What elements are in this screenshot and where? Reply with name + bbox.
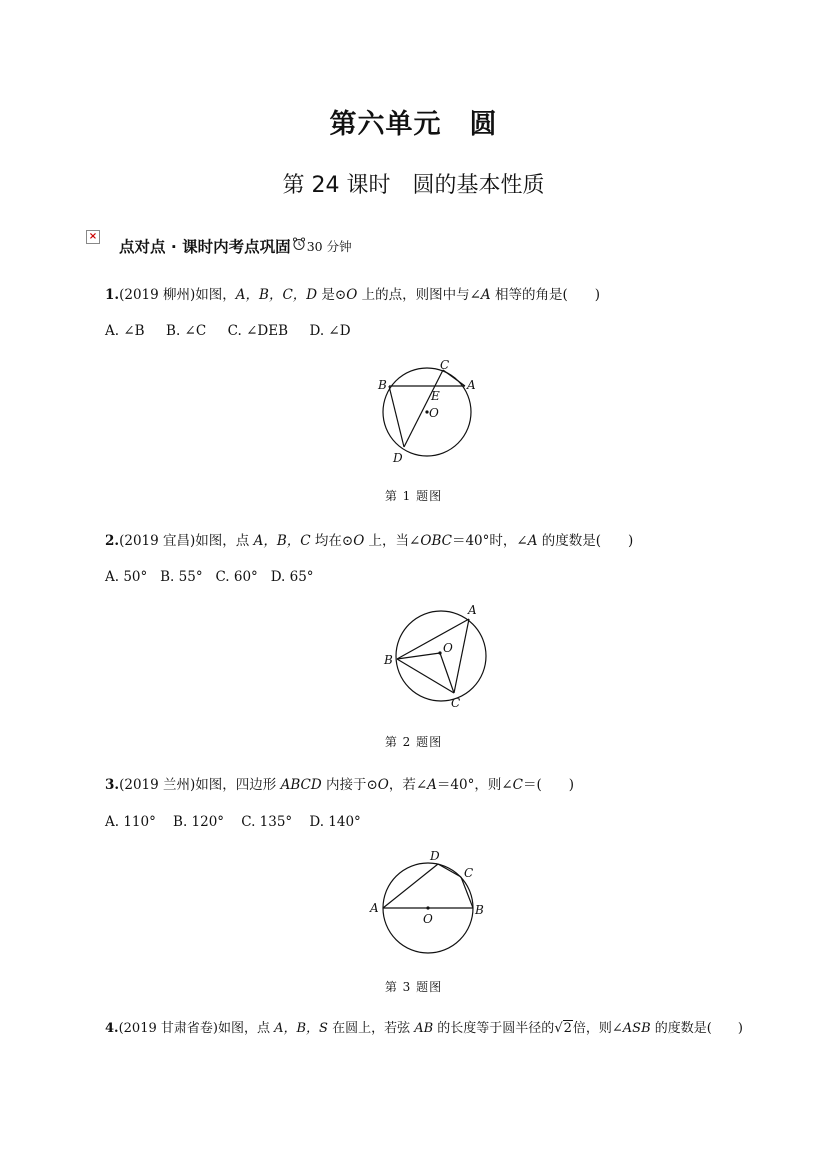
figure-2 [378, 600, 498, 715]
question-vars: A，B，C [253, 533, 311, 549]
alarm-clock-icon [292, 237, 306, 255]
question-text: 在圆上，若弦 [327, 1021, 415, 1036]
question-text: 的度数是( ) [537, 533, 634, 549]
question-vars: A，B，S [274, 1021, 328, 1036]
chord-ca [443, 370, 465, 386]
option-b[interactable]: B. 55° [160, 569, 203, 585]
section-time: 30 分钟 [306, 239, 352, 254]
option-b[interactable]: B. 120° [173, 814, 225, 830]
question-text: 的度数是( ) [650, 1021, 743, 1036]
question-text: ，若∠ [388, 777, 428, 793]
question-number: 4. [105, 1021, 119, 1036]
figure-1 [370, 355, 490, 470]
question-var: A [427, 777, 437, 793]
question-text: 上的点，则图中与∠ [357, 287, 481, 303]
option-a[interactable]: A. ∠B [105, 323, 145, 339]
question-text: 的长度等于圆半径的 [433, 1021, 555, 1036]
question-text: 上，当∠ [364, 533, 421, 549]
question-vars: ABCD [280, 777, 322, 793]
label-c: C [451, 696, 461, 710]
question-text: 相等的角是( ) [490, 287, 600, 303]
option-a[interactable]: A. 110° [105, 814, 156, 830]
option-d[interactable]: D. 140° [309, 814, 361, 830]
center-point [438, 651, 441, 654]
question-vars: A，B，C，D [235, 287, 318, 303]
question-3-options [105, 814, 361, 830]
question-text: ＝( ) [523, 777, 575, 793]
question-2 [105, 529, 633, 549]
question-source: (2019 宜昌) [119, 533, 196, 549]
question-text: 如图， [195, 287, 236, 303]
option-d[interactable]: D. 65° [270, 569, 314, 585]
option-c[interactable]: C. ∠DEB [227, 323, 289, 339]
label-a: A [370, 901, 379, 915]
question-number: 3. [105, 777, 120, 793]
radicand: 2 [563, 1021, 572, 1036]
broken-image-icon: × [86, 230, 100, 244]
chord-ac [454, 619, 469, 693]
radius-oc [440, 653, 454, 693]
caption-2: 第 2 题图 [384, 735, 443, 749]
question-var: A [527, 533, 538, 549]
label-d: D [393, 451, 403, 465]
option-d[interactable]: D. ∠D [309, 323, 351, 339]
label-o: O [429, 406, 439, 420]
unit-title: 第六单元 圆 [329, 109, 498, 140]
question-1-options [105, 323, 351, 339]
question-text: 均在⊙ [310, 533, 354, 549]
question-text: ＝40°，则∠ [436, 777, 513, 793]
figure-3 [366, 845, 496, 965]
question-var: O [377, 777, 389, 793]
caption-3: 第 3 题图 [384, 980, 443, 994]
question-1 [105, 283, 600, 303]
question-var: OBC [420, 533, 452, 549]
question-var: ASB [622, 1021, 651, 1036]
question-number: 1. [105, 287, 120, 303]
question-var: AB [414, 1021, 434, 1036]
sqrt-expression: √2 [554, 1021, 572, 1036]
label-e: E [431, 389, 440, 403]
question-text: 如图，四边形 [195, 777, 281, 793]
question-number: 2. [105, 533, 120, 549]
question-text: 倍，则∠ [572, 1021, 623, 1036]
question-text: 如图，点 [195, 533, 254, 549]
label-o: O [423, 912, 433, 926]
question-var: A [480, 287, 491, 303]
option-a[interactable]: A. 50° [105, 569, 148, 585]
option-b[interactable]: B. ∠C [166, 323, 207, 339]
section-header [119, 235, 352, 257]
section-title: 点对点 · 课时内考点巩固 [119, 238, 291, 256]
question-text: 如图，点 [217, 1021, 275, 1036]
lesson-title: 第 24 课时 圆的基本性质 [282, 173, 545, 198]
label-b: B [475, 903, 484, 917]
chord-cb [461, 877, 473, 908]
question-text: 内接于⊙ [321, 777, 378, 793]
question-source: (2019 兰州) [119, 777, 196, 793]
label-b: B [378, 378, 387, 392]
question-text: 是⊙ [317, 287, 347, 303]
label-a: A [467, 378, 476, 392]
question-source: (2019 甘肃省卷) [118, 1021, 218, 1036]
option-c[interactable]: C. 135° [241, 814, 293, 830]
chord-dc [438, 864, 461, 877]
label-c: C [464, 866, 474, 880]
center-point [426, 906, 429, 909]
label-b: B [384, 653, 393, 667]
question-3 [105, 773, 574, 793]
label-a: A [468, 603, 477, 617]
label-d: D [430, 849, 440, 863]
option-c[interactable]: C. 60° [215, 569, 258, 585]
question-var: O [353, 533, 365, 549]
question-var: C [512, 777, 523, 793]
chord-bc [397, 659, 454, 693]
question-text: ＝40°时，∠ [451, 533, 528, 549]
label-o: O [443, 641, 453, 655]
chord-ad [383, 864, 438, 908]
question-source: (2019 柳州) [119, 287, 196, 303]
label-c: C [440, 358, 450, 372]
question-var: O [346, 287, 358, 303]
question-2-options [105, 569, 314, 585]
caption-1: 第 1 题图 [384, 489, 443, 503]
question-4 [105, 1017, 743, 1036]
